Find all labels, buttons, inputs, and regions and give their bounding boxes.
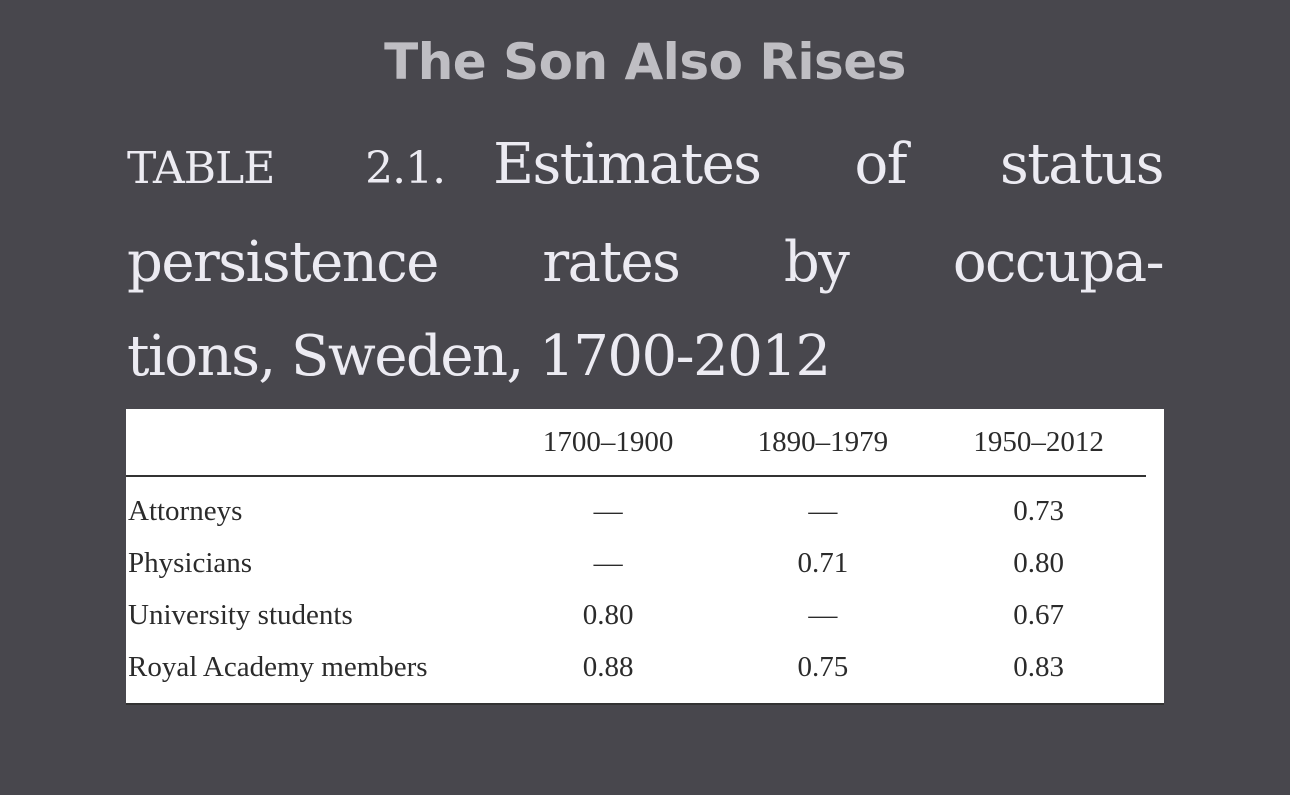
value-cell: 0.73 <box>1013 494 1064 527</box>
data-table-container <box>126 409 1164 705</box>
value-cell: 0.80 <box>582 598 634 631</box>
occupation-cell: University students <box>128 598 353 631</box>
header-period-2: 1890–1979 <box>715 409 932 476</box>
value-cell: — <box>808 598 838 631</box>
value-cell: 0.88 <box>582 650 634 683</box>
occupation-cell: Attorneys <box>128 494 243 527</box>
table-label: TABLE 2.1. <box>127 143 446 194</box>
table-row <box>126 537 1146 589</box>
caption-line-3: tions, Sweden, 1700-2012 <box>127 324 830 389</box>
caption-text-1: Estimates of status <box>493 132 1163 197</box>
table-header-row <box>126 409 1146 476</box>
caption-line-2: persistence rates by occupa- <box>127 230 1163 295</box>
table-row <box>126 476 1146 537</box>
value-cell: 0.75 <box>797 650 849 683</box>
occupation-cell: Royal Academy members <box>128 650 428 683</box>
table-row <box>126 641 1146 693</box>
table-bottom-rule <box>126 703 1164 705</box>
table-row <box>126 589 1146 641</box>
value-cell: — <box>593 494 623 527</box>
value-cell: 0.80 <box>1013 546 1064 579</box>
caption-line-1 <box>127 118 1163 216</box>
value-cell: — <box>808 494 838 527</box>
header-blank <box>126 409 502 476</box>
persistence-table <box>126 409 1146 693</box>
header-period-3: 1950–2012 <box>931 409 1146 476</box>
value-cell: 0.71 <box>797 546 849 579</box>
table-caption <box>127 118 1163 404</box>
value-cell: — <box>593 546 623 579</box>
header-period-1: 1700–1900 <box>502 409 715 476</box>
occupation-cell: Physicians <box>128 546 253 579</box>
value-cell: 0.83 <box>1013 650 1064 683</box>
book-title: The Son Also Rises <box>384 33 906 91</box>
value-cell: 0.67 <box>1013 598 1064 631</box>
